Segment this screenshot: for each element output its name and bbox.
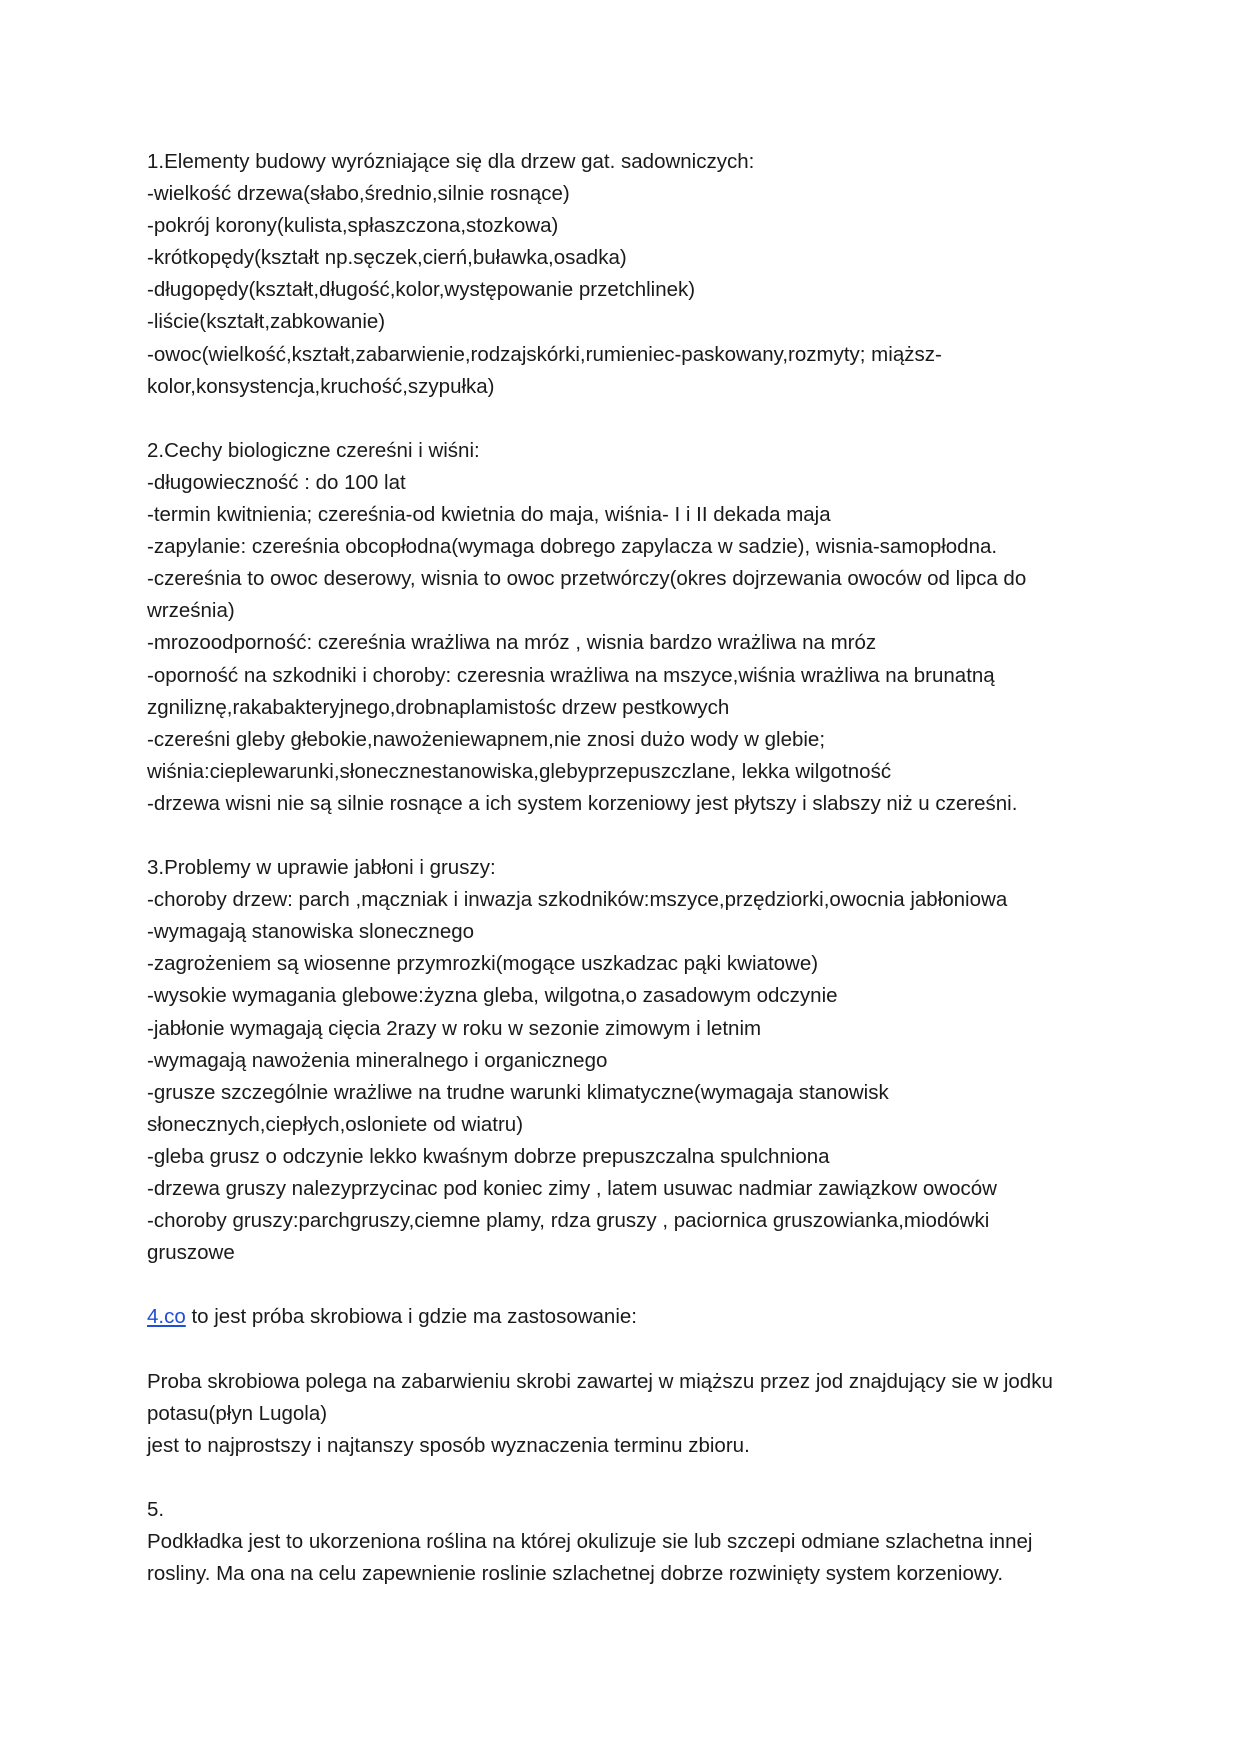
list-item: -grusze szczególnie wrażliwe na trudne warunki klimatyczne(wymagaja stanowisk [147, 1080, 889, 1104]
list-item: kolor,konsystencja,kruchość,szypułka) [147, 374, 495, 398]
paragraph-line: potasu(płyn Lugola) [147, 1401, 328, 1425]
paragraph-spacer [147, 403, 1107, 435]
list-item: -owoc(wielkość,kształt,zabarwienie,rodzajskórki,rumieniec-paskowany,rozmyty; miąższ- [147, 342, 942, 366]
document-body [147, 146, 1107, 1590]
list-item: -oporność na szkodniki i choroby: czeresnia wrażliwa na mszyce,wiśnia wrażliwa na brunatną [147, 663, 995, 687]
section-3 [147, 852, 1107, 1269]
section-heading: 1.Elementy budowy wyrózniające się dla drzew gat. sadowniczych: [147, 150, 755, 173]
section-4 [147, 1301, 1107, 1461]
list-item: -zapylanie: czereśnia obcopłodna(wymaga dobrego zapylacza w sadzie), wisnia-samopłodna. [147, 535, 998, 559]
list-item: -drzewa gruszy nalezyprzycinac pod koniec zimy , latem usuwac nadmiar zawiązkow owoców [147, 1177, 997, 1200]
paragraph-spacer [147, 820, 1107, 852]
paragraph-spacer [147, 1462, 1107, 1494]
list-item: -długopędy(kształt,długość,kolor,występowanie przetchlinek) [147, 278, 696, 302]
list-item: -czereśni gleby głebokie,nawożeniewapnem,nie znosi dużo wody w glebie; [147, 727, 826, 751]
section-1 [147, 146, 1107, 403]
list-item: -pokrój korony(kulista,spłaszczona,stozkowa) [147, 214, 559, 238]
list-item: -drzewa wisni nie są silnie rosnące a ich system korzeniowy jest płytszy i slabszy niż u czereśni. [147, 791, 1018, 815]
list-item: -długowieczność : do 100 lat [147, 470, 406, 494]
section-5 [147, 1494, 1107, 1590]
list-item: -czereśnia to owoc deserowy, wisnia to owoc przetwórczy(okres dojrzewania owoców od lipca do [147, 567, 1027, 591]
list-item: -jabłonie wymagają cięcia 2razy w roku w sezonie zimowym i letnim [147, 1016, 762, 1040]
list-item: -gleba grusz o odczynie lekko kwaśnym dobrze prepuszczalna spulchniona [147, 1144, 830, 1168]
list-item: -choroby gruszy:parchgruszy,ciemne plamy, rdza gruszy , paciornica gruszowianka,miodówki [147, 1209, 990, 1233]
paragraph-spacer [147, 1269, 1107, 1301]
paragraph-spacer [147, 1333, 1107, 1365]
list-item: -wysokie wymagania glebowe:żyzna gleba, wilgotna,o zasadowym odczynie [147, 984, 838, 1008]
list-item: słonecznych,ciepłych,osloniete od wiatru) [147, 1112, 524, 1136]
paragraph-line: rosliny. Ma ona na celu zapewnienie roslinie szlachetnej dobrze rozwinięty system korzeniowy. [147, 1562, 1004, 1586]
list-item: zgniliznę,rakabakteryjnego,drobnaplamistośc drzew pestkowych [147, 695, 730, 719]
list-item: -wymagają stanowiska slonecznego [147, 920, 475, 944]
section-heading [147, 1301, 1107, 1333]
section-heading: 5. [147, 1497, 165, 1521]
list-item: gruszowe [147, 1241, 235, 1265]
list-item: -wielkość drzewa(słabo,średnio,silnie rosnące) [147, 182, 570, 206]
section-heading: 2.Cechy biologiczne czereśni i wiśni: [147, 438, 480, 462]
paragraph-line: Proba skrobiowa polega na zabarwieniu skrobi zawartej w miąższu przez jod znajdujący sie w jodku [147, 1369, 1053, 1393]
paragraph-line: Podkładka jest to ukorzeniona roślina na której okulizuje sie lub szczepi odmiane szlachetna innej [147, 1530, 1033, 1554]
list-item: września) [147, 599, 235, 623]
list-item: -choroby drzew: parch ,mączniak i inwazja szkodników:mszyce,przędziorki,owocnia jabłoniowa [147, 888, 1008, 912]
list-item: -krótkopędy(kształt np.sęczek,cierń,buławka,osadka) [147, 246, 627, 270]
section-heading: 3.Problemy w uprawie jabłoni i gruszy: [147, 856, 496, 880]
list-item: -zagrożeniem są wiosenne przymrozki(mogące uszkadzac pąki kwiatowe) [147, 952, 819, 976]
list-item: wiśnia:cieplewarunki,słonecznestanowiska,glebyprzepuszczlane, lekka wilgotność [147, 759, 892, 783]
list-item: -termin kwitnienia; czereśnia-od kwietnia do maja, wiśnia- I i II dekada maja [147, 503, 831, 527]
list-item: -mrozoodporność: czereśnia wrażliwa na mróz , wisnia bardzo wrażliwa na mróz [147, 631, 877, 655]
paragraph-line: jest to najprostszy i najtanszy sposób wyznaczenia terminu zbioru. [147, 1433, 750, 1457]
list-item: -wymagają nawożenia mineralnego i organicznego [147, 1048, 608, 1072]
list-item: -liście(kształt,zabkowanie) [147, 310, 386, 334]
section-4-link[interactable]: 4.co [147, 1305, 186, 1329]
section-2 [147, 435, 1107, 820]
section-heading-text: to jest próba skrobiowa i gdzie ma zastosowanie: [185, 1305, 637, 1329]
